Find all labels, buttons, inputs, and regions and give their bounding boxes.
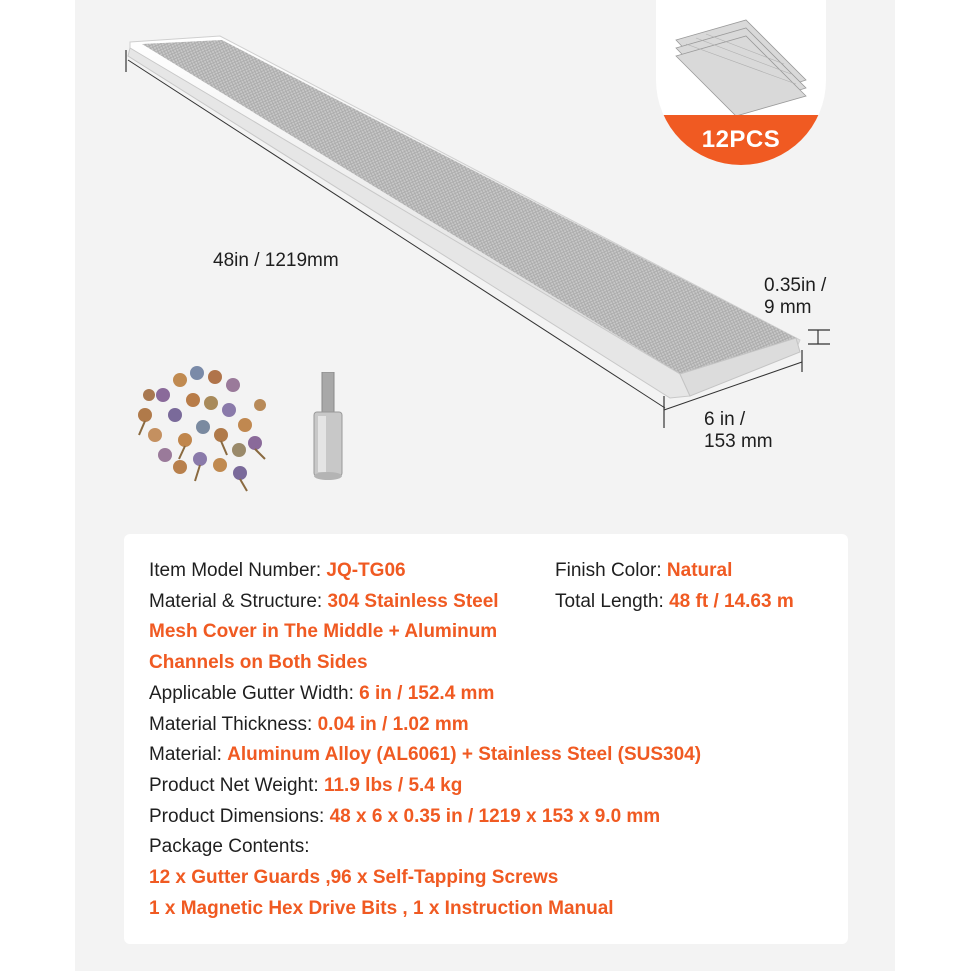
hex-drive-bit-image bbox=[308, 372, 348, 482]
gutter-width-value: 6 in / 152.4 mm bbox=[359, 682, 495, 704]
length-dimension-label: 48in / 1219mm bbox=[213, 250, 339, 271]
quantity-badge bbox=[656, 0, 826, 165]
material-label: Material: bbox=[149, 744, 228, 766]
specifications-card bbox=[124, 534, 848, 944]
total-length-line bbox=[555, 587, 794, 618]
net-weight-line bbox=[149, 771, 462, 802]
material-structure-value-1: 304 Stainless Steel bbox=[327, 590, 499, 612]
net-weight-value: 11.9 lbs / 5.4 kg bbox=[323, 774, 463, 796]
material-line bbox=[149, 740, 701, 771]
thickness-line bbox=[149, 710, 469, 741]
material-value: Aluminum Alloy (AL6061) + Stainless Steel (SUS304) bbox=[227, 744, 702, 766]
net-weight-label: Product Net Weight: bbox=[149, 774, 324, 796]
total-length-label: Total Length: bbox=[555, 590, 670, 612]
gutter-width-line bbox=[149, 679, 494, 710]
thickness-value: 0.04 in / 1.02 mm bbox=[317, 713, 469, 735]
total-length-value: 48 ft / 14.63 m bbox=[669, 590, 794, 612]
material-structure-label: Material & Structure: bbox=[149, 590, 328, 612]
width-dimension-label-line2: 153 mm bbox=[704, 431, 773, 452]
product-dimensions-label: Product Dimensions: bbox=[149, 805, 330, 827]
model-number-line bbox=[149, 556, 406, 587]
height-dimension-label-line1: 0.35in / bbox=[764, 275, 827, 296]
material-structure-value-3: Channels on Both Sides bbox=[149, 652, 368, 674]
model-number-value: JQ-TG06 bbox=[326, 560, 406, 581]
material-structure-value-2: Mesh Cover in The Middle + Aluminum bbox=[149, 621, 498, 643]
material-structure-line bbox=[149, 587, 499, 618]
package-contents-value-1: 12 x Gutter Guards ,96 x Self-Tapping Screws bbox=[149, 867, 559, 888]
product-dimensions-line bbox=[149, 802, 660, 833]
model-number-label: Item Model Number: bbox=[149, 560, 327, 581]
thickness-label: Material Thickness: bbox=[149, 713, 318, 735]
finish-color-label: Finish Color: bbox=[555, 560, 667, 581]
height-dimension-label-line2: 9 mm bbox=[764, 297, 812, 318]
package-contents-value-2: 1 x Magnetic Hex Drive Bits , 1 x Instruction Manual bbox=[149, 897, 614, 919]
package-contents-label: Package Contents: bbox=[149, 836, 310, 858]
screws-pile-image bbox=[125, 355, 275, 495]
finish-color-value: Natural bbox=[666, 560, 733, 581]
product-dimensions-value: 48 x 6 x 0.35 in / 1219 x 153 x 9.0 mm bbox=[329, 805, 661, 827]
finish-color-line bbox=[555, 556, 732, 587]
stacked-guards-image bbox=[656, 0, 826, 120]
gutter-width-label: Applicable Gutter Width: bbox=[149, 682, 360, 704]
badge-label: 12PCS bbox=[656, 115, 826, 165]
width-dimension-label-line1: 6 in / bbox=[704, 409, 746, 430]
